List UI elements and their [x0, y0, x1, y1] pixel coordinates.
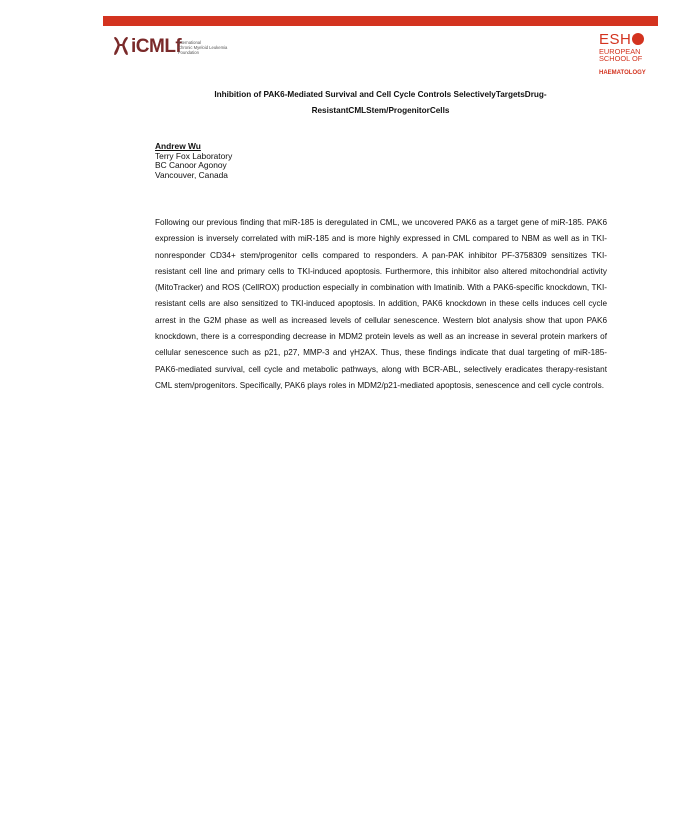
- esh-acronym: ESH: [599, 31, 632, 48]
- affiliation-line: BC Canoor Agonoy: [155, 160, 227, 171]
- esh-logo: [599, 32, 651, 74]
- title-line-1: Inhibition of PAK6-Mediated Survival and Cell Cycle Controls SelectivelyTargetsDrug-: [214, 90, 547, 99]
- esh-dot-icon: [632, 33, 644, 45]
- esh-line-school: SCHOOL OF: [599, 54, 643, 63]
- author-name: Andrew Wu: [155, 141, 201, 151]
- chromosome-icon: [113, 36, 129, 56]
- header-red-bar: [103, 16, 658, 26]
- esh-line-european: EUROPEAN: [599, 47, 641, 56]
- abstract-body: Following our previous finding that miR-185 is deregulated in CML, we uncovered PAK6 as a target gene of miR-185. PAK6 expression is inversely correlated with miR-185 and is more highly expressed in CML compared to NBM as well as in TKI-nonresponder CD34+ stem/progenitor cells compared to responders. A pan-PAK inhibitor PF-3758309 sensitizes TKI-resistant cell line and primary cells to TKI-induced apoptosis. Furthermore, this inhibitor also altered mitochondrial activity (MitoTracker) and ROS (CellROX) production especially in combination with Imatinib. With a PAK6-specific knockdown, TKI-resistant cells are also sensitized to TKI-induced apoptosis. In addition, PAK6 knockdown in these cells induces cell cycle arrest in the G2M phase as well as increased levels of cellular senescence. Western blot analysis show that upon PAK6 knockdown, there is a corresponding decrease in MDM2 protein levels as well as an increase in several protein markers of cellular senescence such as p21, p27, MMP-3 and γH2AX. Thus, these findings indicate that dual targeting of miR-185-PAK6-mediated survival, cell cycle and metabolic pathways, along with BCR-ABL, selectively eradicates therapy-resistant CML stem/progenitors. Specifically, PAK6 plays roles in MDM2/p21-mediated apoptosis, senescence and cell cycle controls.: [155, 218, 607, 390]
- icmlf-brand-text: iCMLf: [131, 36, 182, 57]
- icmlf-org-name: International Chronic Myeloid Leukemia Foundation: [178, 40, 228, 55]
- affiliation-line: Vancouver, Canada: [155, 169, 228, 180]
- icmlf-logo: [113, 36, 253, 58]
- affiliation-line: Terry Fox Laboratory: [155, 150, 233, 161]
- title-line-2: ResistantCMLStem/ProgenitorCells: [311, 105, 450, 115]
- author-block: [155, 142, 232, 180]
- esh-line-haematology: HAEMATOLOGY: [599, 70, 646, 76]
- abstract-title: [103, 87, 658, 118]
